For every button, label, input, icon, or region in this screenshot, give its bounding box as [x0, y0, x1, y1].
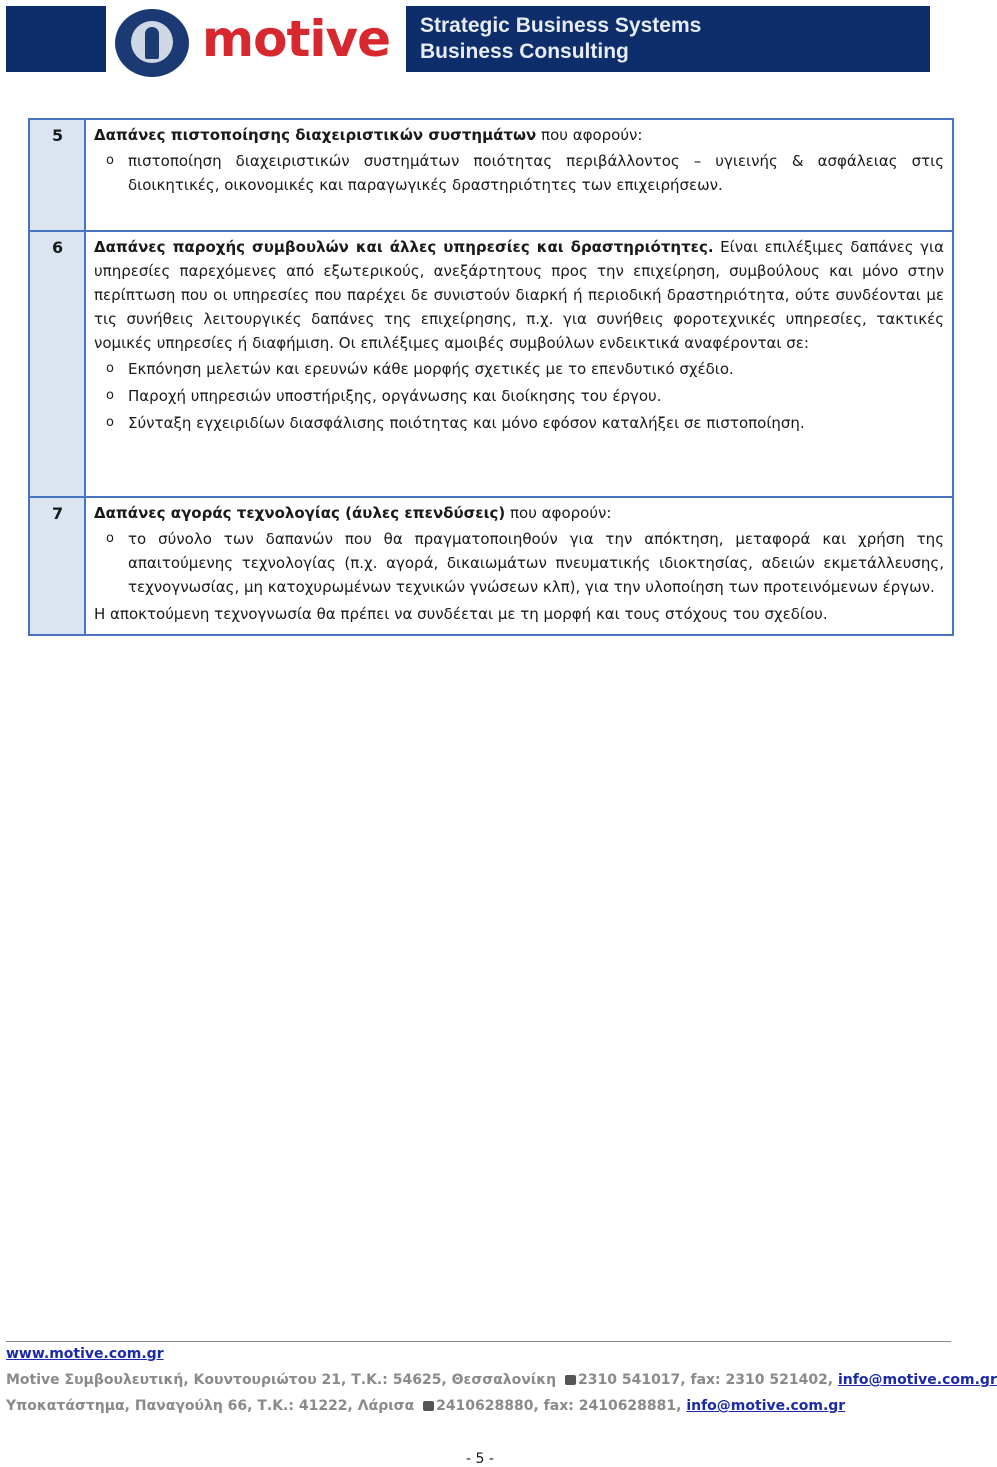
list-item-text: Σύνταξη εγχειριδίων διασφάλισης ποιότητας και μόνο εφόσον καταλήξει σε πιστοποίηση.	[128, 414, 805, 432]
list-item	[94, 527, 944, 599]
row-heading: Δαπάνες πιστοποίησης διαχειριστικών συστημάτων	[94, 126, 537, 144]
row-content	[85, 497, 953, 635]
list-item	[94, 149, 944, 197]
page-number: - 5 -	[466, 1451, 494, 1467]
tagline-consulting: Business Consulting	[420, 40, 629, 63]
list-item-text: το σύνολο των δαπανών που θα πραγματοποιηθούν για την απόκτηση, μεταφορά και χρήση της απαιτούμενης τεχνολογίας (π.χ. αγορά, δικαιωμάτων πνευματικής ιδιοκτησίας, αδειών εκμετάλλευσης, τεχνογνωσίας, μη κατοχυρωμένων τεχνικών γνώσεων κλπ), για την υλοποίηση των προτεινόμενων έργων.	[128, 530, 944, 596]
row-heading-line	[94, 501, 944, 525]
expenses-table	[28, 118, 954, 636]
row-number: 7	[29, 497, 85, 635]
phone-icon	[423, 1401, 434, 1411]
website-link[interactable]: www.motive.com.gr	[6, 1346, 164, 1362]
row-heading-tail: που αφορούν:	[536, 126, 643, 144]
footer-divider	[6, 1341, 951, 1342]
row-heading-tail: Είναι επιλέξιμες δαπάνες για υπηρεσίες παρεχόμενες από εξωτερικούς, ανεξάρτητους προς την επιχείρηση, συμβούλους και μόνο στην περίπτωση που οι υπηρεσίες που παρέχει δε συνιστούν διαρκή ή περιοδική δραστηριότητα, ούτε συνδέονται με τις συνήθεις λειτουργικές δαπάνες της επιχείρησης, π.χ. για συνήθεις φοροτεχνικές υπηρεσίες, τακτικές νομικές υπηρεσίες ή διαφήμιση. Οι επιλέξιμες αμοιβές συμβούλων ενδεικτικά αναφέρονται σε:	[94, 238, 944, 352]
table-row	[29, 231, 953, 497]
brand-name: motive	[202, 10, 390, 68]
row-content	[85, 119, 953, 231]
row-content	[85, 231, 953, 497]
row-heading-tail: που αφορούν:	[505, 504, 612, 522]
address-larisa: Υποκατάστημα, Παναγούλη 66, Τ.Κ.: 41222, Λάρισα	[6, 1398, 420, 1414]
phone-thessaloniki: 2310 541017, fax: 2310 521402,	[578, 1372, 838, 1388]
phone-larisa: 2410628880, fax: 2410628881,	[436, 1398, 687, 1414]
phone-icon	[565, 1375, 576, 1385]
email-link[interactable]: info@motive.com.gr	[686, 1398, 846, 1414]
bullet-list	[94, 357, 944, 435]
email-link[interactable]: info@motive.com.gr	[838, 1372, 997, 1388]
list-item-text: Εκπόνηση μελετών και ερευνών κάθε μορφής σχετικές με το επενδυτικό σχέδιο.	[128, 360, 734, 378]
bullet-list	[94, 527, 944, 599]
bullet-marker: o	[106, 388, 114, 403]
row-closing-text: Η αποκτούμενη τεχνογνωσία θα πρέπει να συνδέεται με τη μορφή και τους στόχους του σχεδίου.	[94, 605, 828, 623]
row-number: 6	[29, 231, 85, 497]
footer-address-larisa	[6, 1398, 845, 1414]
list-item-text: πιστοποίηση διαχειριστικών συστημάτων ποιότητας περιβάλλοντος – υγιεινής & ασφάλειας στις διοικητικές, οικονομικές και παραγωγικές δραστηριότητες των επιχειρήσεων.	[128, 152, 944, 194]
row-heading: Δαπάνες παροχής συμβουλών και άλλες υπηρεσίες και δραστηριότητες.	[94, 238, 714, 256]
row-number: 5	[29, 119, 85, 231]
header-banner	[6, 6, 930, 72]
table-row	[29, 497, 953, 635]
bullet-marker: o	[106, 531, 114, 546]
list-item	[94, 357, 944, 381]
table-row	[29, 119, 953, 231]
tagline-strategic: Strategic Business Systems	[420, 14, 702, 37]
list-item	[94, 411, 944, 435]
footer-website-line	[6, 1346, 164, 1362]
list-item-text: Παροχή υπηρεσιών υποστήριξης, οργάνωσης και διοίκησης του έργου.	[128, 387, 662, 405]
list-item	[94, 384, 944, 408]
address-thessaloniki: Motive Συμβουλευτική, Κουντουριώτου 21, Τ.Κ.: 54625, Θεσσαλονίκη	[6, 1372, 561, 1388]
bullet-list	[94, 149, 944, 197]
row-heading-line	[94, 235, 944, 355]
logo-icon	[112, 6, 192, 80]
bullet-marker: o	[106, 361, 114, 376]
bullet-marker: o	[106, 153, 114, 168]
row-heading-line	[94, 123, 944, 147]
bullet-marker: o	[106, 415, 114, 430]
row-heading: Δαπάνες αγοράς τεχνολογίας (άυλες επενδύσεις)	[94, 504, 506, 522]
footer-address-thessaloniki	[6, 1372, 997, 1388]
